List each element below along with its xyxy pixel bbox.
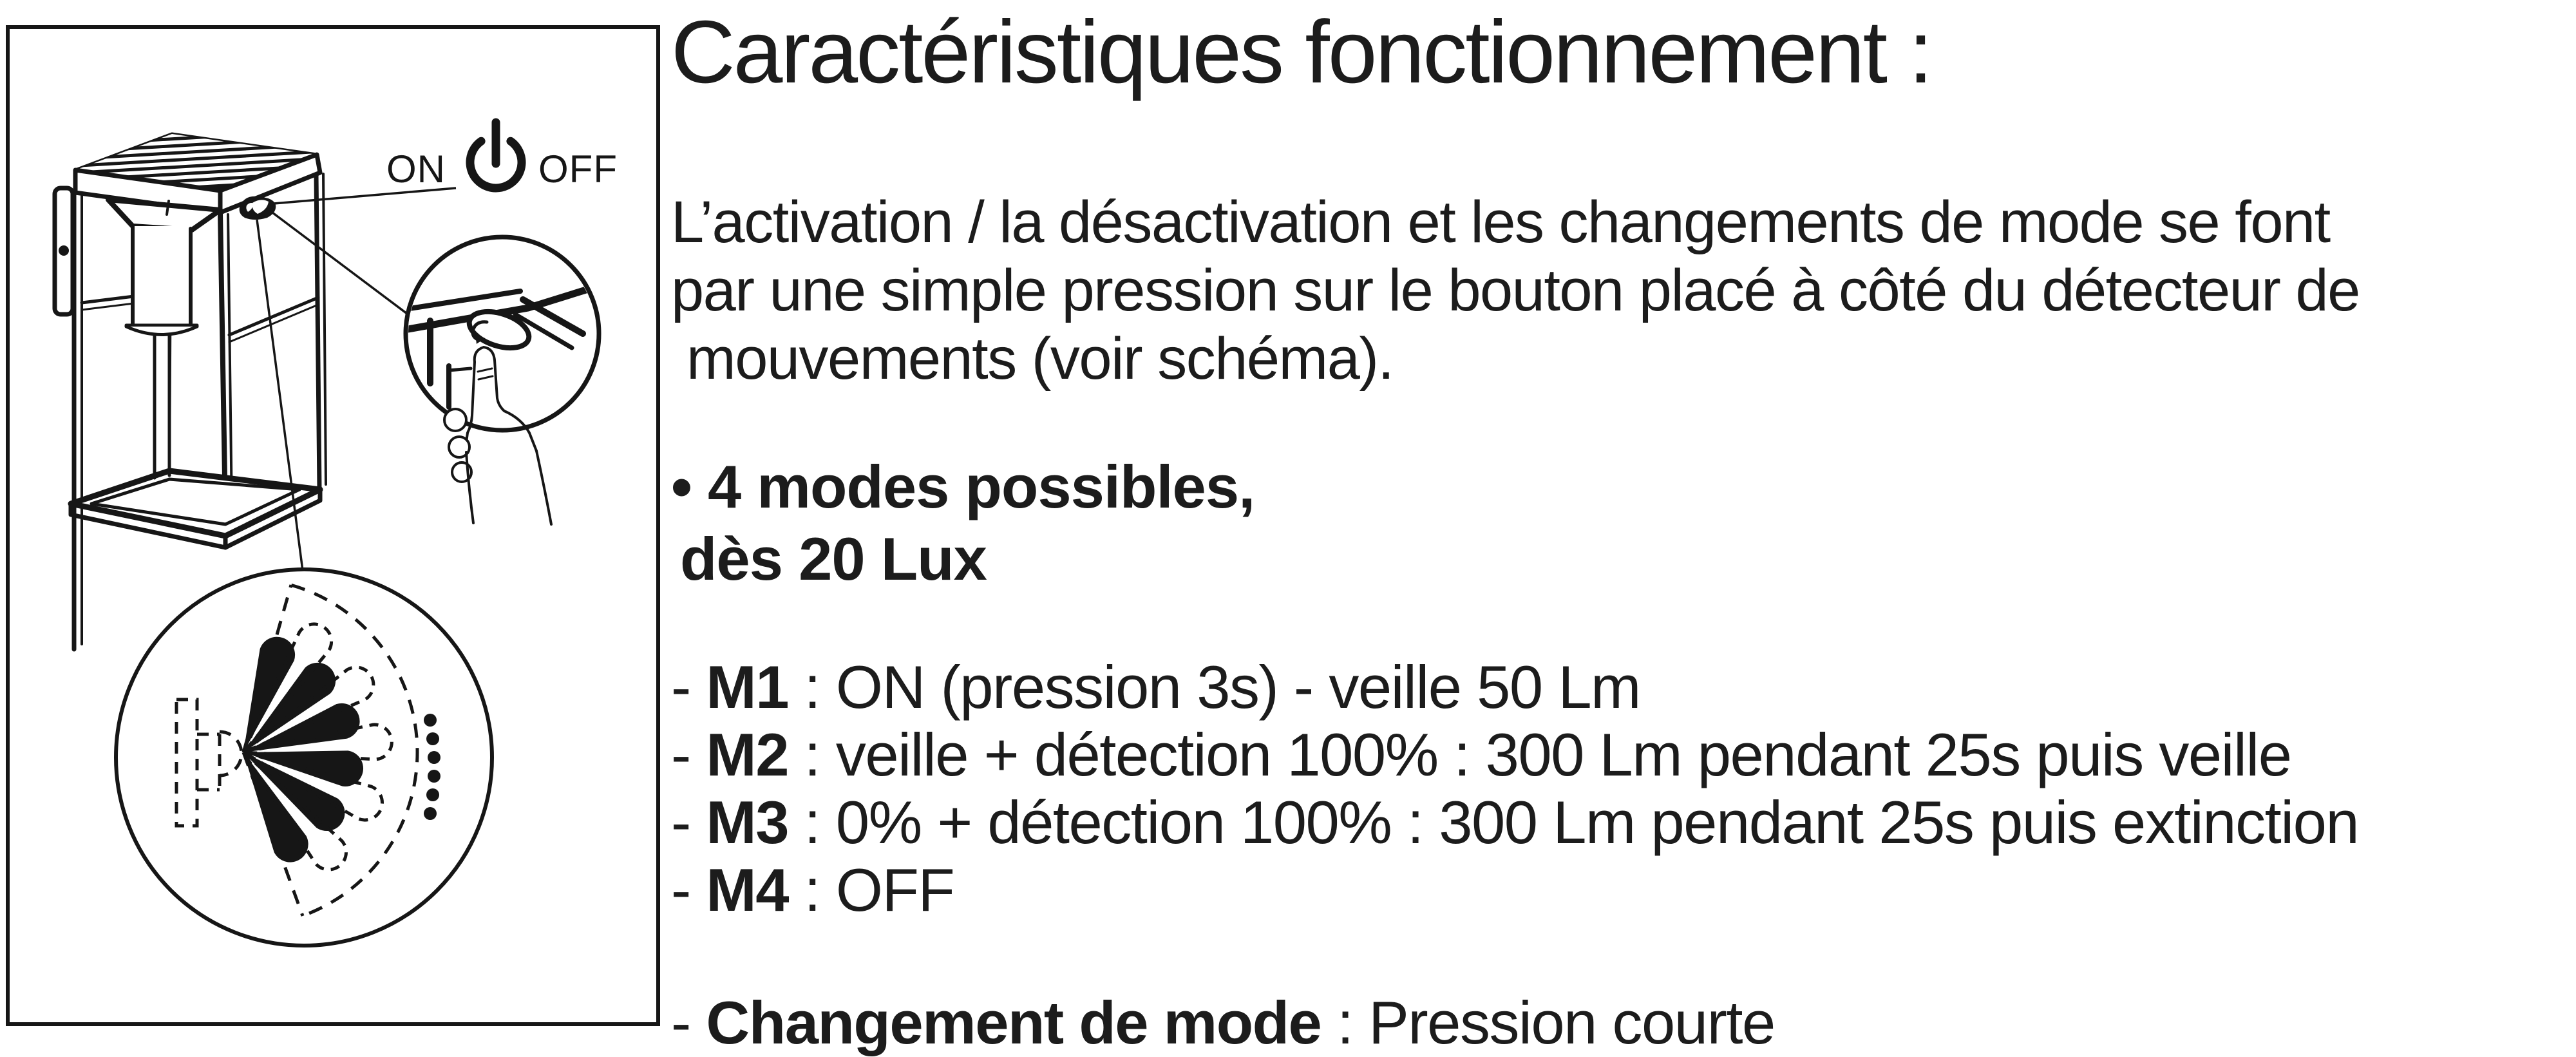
on-label: ON (386, 148, 446, 191)
dash: - (671, 989, 706, 1056)
mode-desc: : OFF (788, 856, 954, 924)
mode-change-desc: : Pression courte (1321, 989, 1775, 1056)
modes-list (671, 653, 2358, 924)
bullet-line: dès 20 Lux (680, 525, 987, 593)
mode-name: M1 (706, 653, 789, 721)
mode-change-line (671, 988, 1775, 1057)
bullet-line: • 4 modes possibles, (671, 453, 1255, 520)
modes-bullet (671, 451, 1255, 595)
detection-zone-diagram (116, 569, 492, 946)
mode-change-label: Changement de mode (706, 989, 1321, 1056)
mode-line-m2 (671, 721, 2358, 788)
dash: - (671, 721, 706, 788)
mode-desc: : 0% + détection 100% : 300 Lm pendant 25s puis extinction (788, 788, 2359, 856)
paragraph-line: mouvements (voir schéma). (671, 326, 1394, 392)
dash: - (671, 856, 706, 924)
mode-line-m4 (671, 856, 2358, 924)
page-title: Caractéristiques fonctionnement : (671, 3, 1931, 102)
mode-name: M2 (706, 721, 789, 788)
mode-desc: : veille + détection 100% : 300 Lm pendant 25s puis veille (788, 721, 2291, 788)
mode-name: M4 (706, 856, 789, 924)
dash: - (671, 653, 706, 721)
paragraph-line: par une simple pression sur le bouton placé à côté du détecteur de (671, 258, 2360, 323)
screw-hole-icon (59, 245, 69, 256)
mode-line-m3 (671, 788, 2358, 856)
mode-desc: : ON (pression 3s) - veille 50 Lm (788, 653, 1640, 721)
intro-paragraph (671, 188, 2360, 393)
mode-name: M3 (706, 788, 789, 856)
mode-line-m1 (671, 653, 2358, 721)
off-label: OFF (538, 148, 618, 191)
paragraph-line: L’activation / la désactivation et les changements de mode se font (671, 189, 2330, 255)
dash: - (671, 788, 706, 856)
wall-mount-bracket (55, 188, 73, 314)
